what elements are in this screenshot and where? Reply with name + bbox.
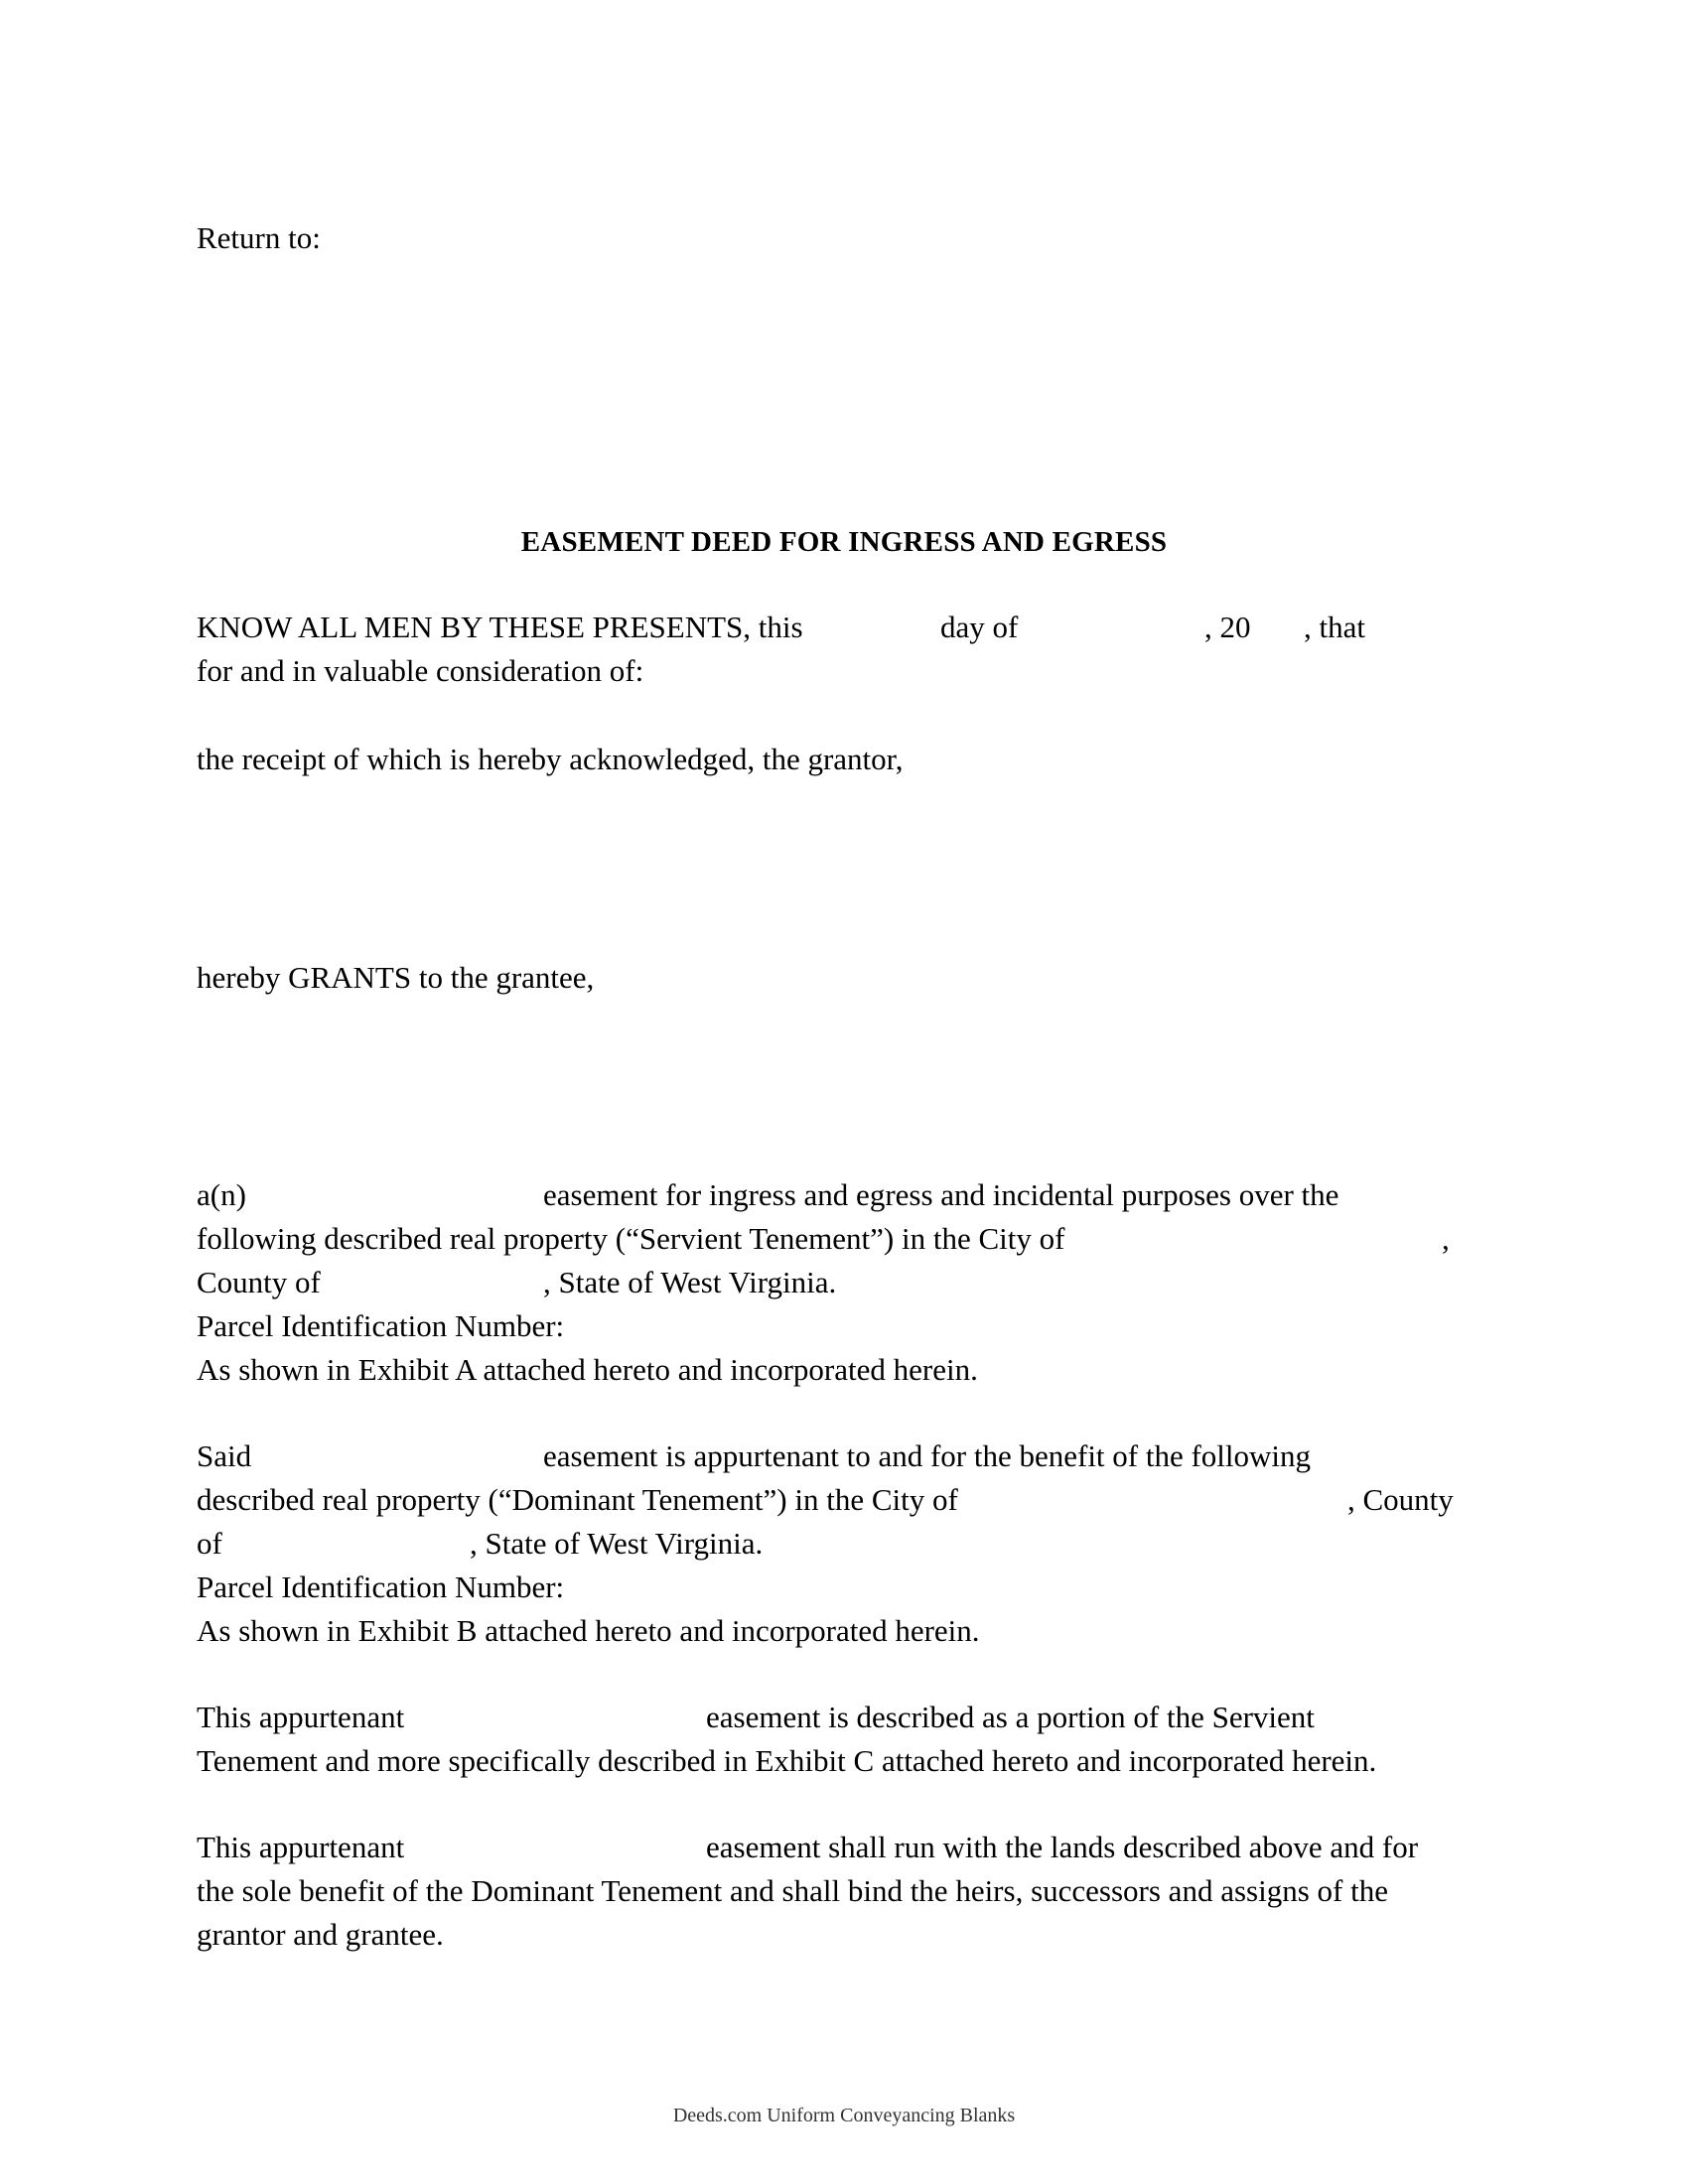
servient-line-2 <box>0 1221 1688 1257</box>
description-l1-a: This appurtenant <box>197 1700 405 1734</box>
document-title-text: EASEMENT DEED FOR INGRESS AND EGRESS <box>520 526 1168 558</box>
run-with-land-l1-a: This appurtenant <box>197 1830 405 1864</box>
servient-line-5: As shown in Exhibit A attached hereto and incorporated herein. <box>197 1352 978 1387</box>
description-line-2: Tenement and more specifically described in Exhibit C attached hereto and incorporated herein. <box>197 1743 1377 1778</box>
intro-text-4: , that <box>1304 610 1365 644</box>
receipt-line: the receipt of which is hereby acknowledged, the grantor, <box>197 742 904 776</box>
dominant-line-3 <box>0 1526 1688 1562</box>
servient-line-4: Parcel Identification Number: <box>197 1308 565 1343</box>
dominant-l3-a: of <box>197 1526 222 1561</box>
run-with-land-line-3: grantor and grantee. <box>197 1917 444 1952</box>
servient-l2-a: following described real property (“Servient Tenement”) in the City of <box>197 1221 1065 1256</box>
dominant-l2-a: described real property (“Dominant Tenement”) in the City of <box>197 1482 958 1517</box>
description-l1-b: easement is described as a portion of the Servient <box>706 1700 1315 1734</box>
intro-line-2: for and in valuable consideration of: <box>197 653 644 688</box>
dominant-l1-b: easement is appurtenant to and for the benefit of the following <box>543 1438 1312 1473</box>
servient-l1-a: a(n) <box>197 1177 246 1212</box>
grants-line: hereby GRANTS to the grantee, <box>197 960 595 995</box>
dominant-line-1 <box>0 1438 1688 1474</box>
document-title <box>0 524 1688 560</box>
return-to-label: Return to: <box>197 220 321 255</box>
servient-l2-b: , <box>1442 1221 1450 1256</box>
description-line-1 <box>0 1700 1688 1735</box>
dominant-l1-a: Said <box>197 1438 252 1473</box>
intro-text-1: KNOW ALL MEN BY THESE PRESENTS, this <box>197 610 803 644</box>
page-footer: Deeds.com Uniform Conveyancing Blanks <box>672 2105 1016 2126</box>
servient-line-1 <box>0 1177 1688 1213</box>
run-with-land-line-1 <box>0 1830 1688 1865</box>
dominant-line-4: Parcel Identification Number: <box>197 1570 565 1604</box>
servient-line-3 <box>0 1265 1688 1300</box>
run-with-land-l1-b: easement shall run with the lands described above and for <box>706 1830 1419 1864</box>
dominant-line-2 <box>0 1482 1688 1518</box>
intro-text-2: day of <box>940 610 1019 644</box>
dominant-line-5: As shown in Exhibit B attached hereto and incorporated herein. <box>197 1613 980 1648</box>
intro-text-3: , 20 <box>1204 610 1251 644</box>
servient-l3-a: County of <box>197 1265 321 1299</box>
dominant-l2-b: , County <box>1347 1482 1454 1517</box>
dominant-l3-b: , State of West Virginia. <box>470 1526 764 1561</box>
servient-l1-b: easement for ingress and egress and incidental purposes over the <box>543 1177 1339 1212</box>
servient-l3-b: , State of West Virginia. <box>543 1265 837 1299</box>
intro-line-1 <box>0 610 1688 645</box>
run-with-land-line-2: the sole benefit of the Dominant Tenement and shall bind the heirs, successors and assigns of the <box>197 1873 1388 1908</box>
